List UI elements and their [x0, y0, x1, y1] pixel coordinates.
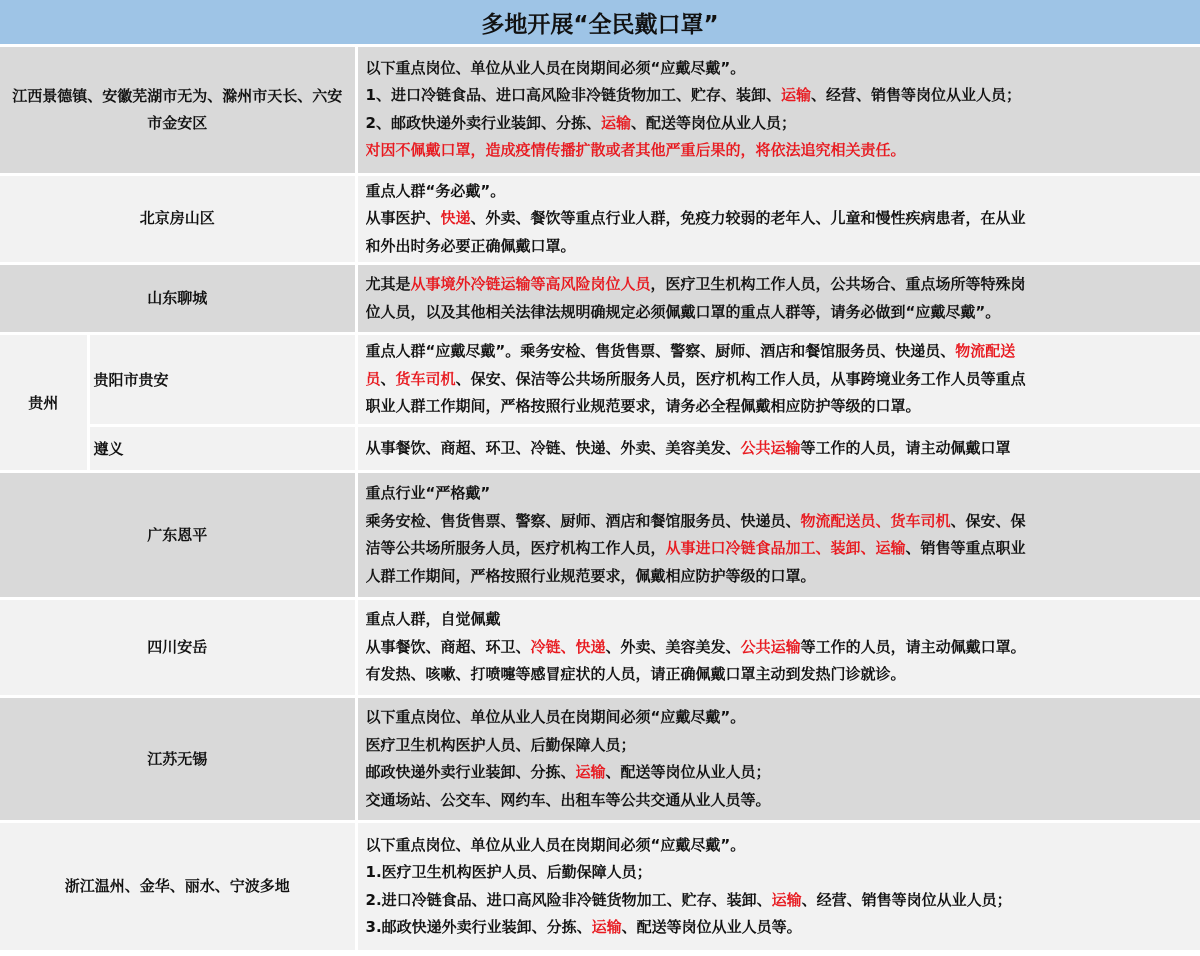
requirement-cell [356, 599, 1200, 697]
requirement-line [366, 606, 1195, 634]
body-text: 以下重点岗位、单位从业人员在岗期间必须“应戴尽戴”。 [365, 835, 746, 854]
body-text: 从事医护、 [365, 209, 441, 227]
requirement-line [366, 366, 1195, 394]
body-text: 人群工作期间，严格按照行业规范要求，佩戴相应防护等级的口罩。 [365, 566, 816, 585]
highlight-text: 员 [365, 369, 381, 388]
requirement-line [366, 393, 1195, 421]
requirement-cell [356, 264, 1200, 334]
body-text: 、经营、销售等岗位从业人员； [801, 890, 1012, 909]
requirement-line [366, 661, 1195, 689]
body-text: 交通场站、公交车、网约车、出租车等公共交通从业人员等。 [365, 790, 771, 809]
requirement-line [366, 787, 1195, 815]
body-text: 乘务安检、售货售票、警察、厨师、酒店和餐馆服务员、快递员、 [365, 511, 801, 530]
requirement-cell [356, 47, 1200, 174]
requirement-line [366, 82, 1195, 110]
body-text: 医疗卫生机构医护人员、后勤保障人员； [365, 735, 636, 754]
body-text: 、保安、保洁等公共场所服务人员，医疗机构工作人员，从事跨境业务工作人员等重点 [455, 369, 1026, 388]
region-cell: 江苏无锡 [0, 697, 356, 822]
requirement-line [366, 338, 1195, 366]
highlight-text: 运输 [771, 890, 802, 909]
body-text: 、销售等重点职业 [905, 539, 1026, 557]
requirement-line [366, 178, 1195, 206]
region-cell: 广东恩平 [0, 472, 356, 599]
policy-table-body [0, 47, 1200, 952]
body-text: ，医疗卫生机构工作人员，公共场合、重点场所等特殊岗 [650, 275, 1026, 293]
policy-table [0, 47, 1200, 953]
body-text: 职业人群工作期间，严格按照行业规范要求，请务必全程佩戴相应防护等级的口罩。 [365, 397, 921, 416]
requirement-line [366, 563, 1195, 591]
table-row [0, 174, 1200, 264]
requirement-line [366, 859, 1195, 887]
highlight-text: 快递 [440, 209, 471, 227]
body-text: 从事餐饮、商超、环卫、冷链、快递、外卖、美容美发、 [365, 438, 741, 457]
requirement-line [366, 137, 1195, 165]
region-cell: 北京房山区 [0, 174, 356, 264]
requirement-line [366, 271, 1195, 299]
requirement-line [366, 887, 1195, 915]
requirement-line [366, 759, 1195, 787]
requirement-line [366, 535, 1195, 563]
body-text: 和外出时务必要正确佩戴口罩。 [365, 236, 576, 255]
requirement-line [366, 634, 1195, 662]
body-text: 、配送等岗位从业人员； [630, 113, 796, 132]
body-text: 、 [380, 369, 396, 388]
body-text: 等工作的人员，请主动佩戴口罩 [800, 438, 1011, 457]
requirement-line [366, 508, 1195, 536]
highlight-text: 运输 [780, 86, 811, 105]
highlight-text: 公共运输 [740, 637, 801, 656]
body-text: 、外卖、美容美发、 [605, 637, 741, 656]
requirement-cell [356, 472, 1200, 599]
body-text: 以下重点岗位、单位从业人员在岗期间必须“应戴尽戴”。 [365, 708, 746, 726]
requirement-line [366, 832, 1195, 860]
body-text: 重点人群“应戴尽戴”。乘务安检、售货售票、警察、厨师、酒店和餐馆服务员、快递员、 [365, 342, 956, 361]
body-text: 、外卖、餐饮等重点行业人群，免疫力较弱的老年人、儿童和慢性疾病患者，在从业 [470, 209, 1026, 227]
region-cell: 遵义 [88, 426, 356, 472]
requirement-line [366, 732, 1195, 760]
province-cell: 贵州 [0, 334, 88, 472]
requirement-cell [356, 334, 1200, 426]
requirement-cell [356, 174, 1200, 264]
body-text: 重点行业“严格戴” [365, 484, 491, 502]
highlight-text: 运输 [600, 113, 631, 132]
body-text: 洁等公共场所服务人员，医疗机构工作人员， [365, 539, 666, 557]
table-row [0, 697, 1200, 822]
body-text: 重点人群，自觉佩戴 [365, 610, 501, 629]
region-cell: 山东聊城 [0, 264, 356, 334]
body-text: 尤其是 [365, 275, 411, 293]
body-text: 2、邮政快递外卖行业装卸、分拣、 [365, 113, 601, 132]
table-title: 多地开展“全民戴口罩” [0, 0, 1200, 47]
requirement-cell [356, 697, 1200, 822]
table-row [0, 822, 1200, 952]
highlight-text: 冷链、快递 [530, 637, 606, 656]
region-cell: 贵阳市贵安 [88, 334, 356, 426]
body-text: 位人员，以及其他相关法律法规明确规定必须佩戴口罩的重点人群等，请务必做到“应戴尽戴”。 [365, 302, 1001, 321]
table-row [0, 47, 1200, 174]
requirement-line [366, 299, 1195, 327]
highlight-text: 公共运输 [740, 438, 801, 457]
body-text: 1、进口冷链食品、进口高风险非冷链货物加工、贮存、装卸、 [365, 86, 781, 105]
body-text: 3.邮政快递外卖行业装卸、分拣、 [365, 918, 592, 936]
region-cell: 浙江温州、金华、丽水、宁波多地 [0, 822, 356, 952]
body-text: 、配送等岗位从业人员等。 [621, 918, 802, 936]
region-cell: 江西景德镇、安徽芜湖市无为、滁州市天长、六安市金安区 [0, 47, 356, 174]
table-row [0, 599, 1200, 697]
table-row [0, 426, 1200, 472]
body-text: 有发热、咳嗽、打喷嚏等感冒症状的人员，请正确佩戴口罩主动到发热门诊就诊。 [365, 665, 906, 684]
highlight-text: 货车司机 [395, 369, 456, 388]
requirement-line [366, 233, 1195, 261]
body-text: 等工作的人员，请主动佩戴口罩。 [800, 637, 1026, 656]
requirement-line [366, 704, 1195, 732]
highlight-text: 物流配送 [955, 342, 1016, 361]
body-text: 重点人群“务必戴”。 [365, 181, 506, 200]
requirement-line [366, 110, 1195, 138]
requirement-line [366, 205, 1195, 233]
requirement-line [366, 55, 1195, 83]
table-row [0, 264, 1200, 334]
requirement-line [366, 480, 1195, 508]
requirement-line [366, 914, 1195, 942]
highlight-text: 物流配送员、货车司机 [800, 511, 951, 530]
region-cell: 四川安岳 [0, 599, 356, 697]
table-row [0, 334, 1200, 426]
body-text: 邮政快递外卖行业装卸、分拣、 [365, 763, 576, 781]
requirement-cell [356, 426, 1200, 472]
body-text: 、保安、保 [950, 511, 1026, 530]
body-text: 2.进口冷链食品、进口高风险非冷链货物加工、贮存、装卸、 [365, 890, 772, 909]
requirement-cell [356, 822, 1200, 952]
requirement-line [366, 435, 1195, 463]
highlight-text: 从事进口冷链食品加工、装卸、运输 [665, 539, 906, 557]
body-text: 、经营、销售等岗位从业人员； [810, 86, 1021, 105]
body-text: 1.医疗卫生机构医护人员、后勤保障人员； [365, 863, 652, 881]
table-row [0, 472, 1200, 599]
highlight-text: 运输 [575, 763, 606, 781]
body-text: 从事餐饮、商超、环卫、 [365, 637, 531, 656]
highlight-text: 运输 [591, 918, 622, 936]
body-text: 以下重点岗位、单位从业人员在岗期间必须“应戴尽戴”。 [365, 58, 746, 77]
highlight-text: 从事境外冷链运输等高风险岗位人员 [410, 275, 651, 293]
highlight-text: 对因不佩戴口罩，造成疫情传播扩散或者其他严重后果的，将依法追究相关责任。 [365, 141, 906, 160]
body-text: 、配送等岗位从业人员； [605, 763, 771, 781]
